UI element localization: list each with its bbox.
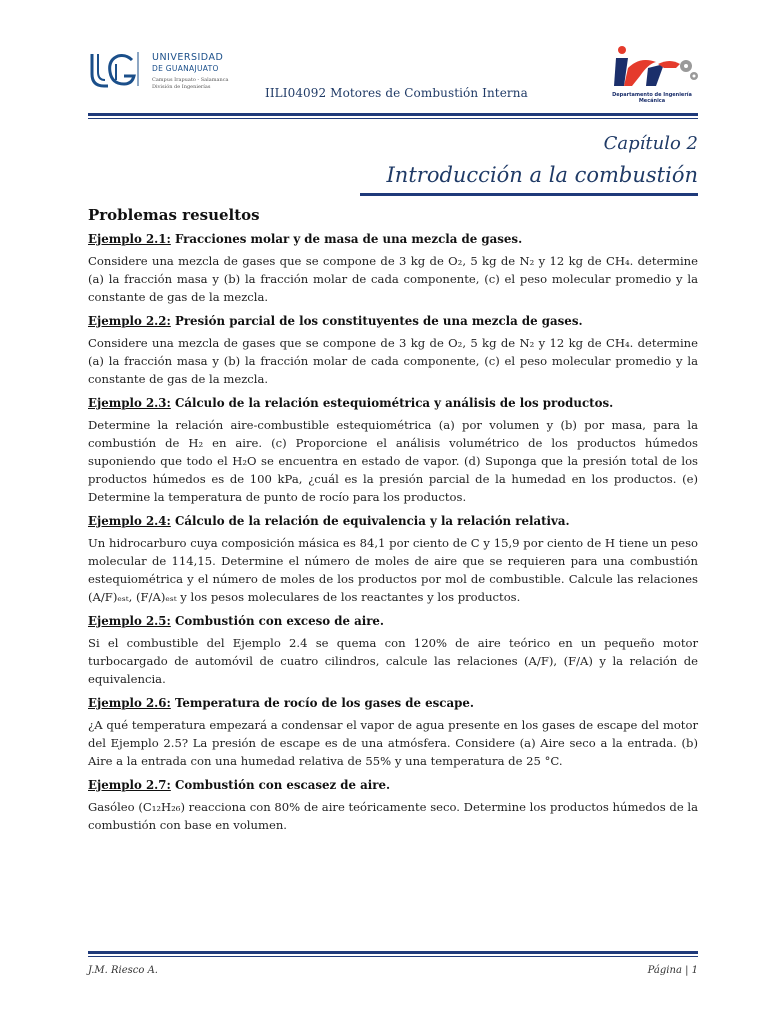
- example-title: Fracciones molar y de masa de una mezcla de gases.: [170, 232, 523, 246]
- department-logo: [600, 42, 704, 104]
- university-logo: [88, 44, 238, 100]
- main-content: [88, 204, 698, 840]
- example-heading: [88, 394, 698, 412]
- footer-rule-thin: [88, 956, 698, 957]
- example-label: Ejemplo 2.1:: [88, 232, 171, 246]
- example-heading: [88, 776, 698, 794]
- chapter-title: Introducción a la combustión: [386, 163, 698, 187]
- example-text: Si el combustible del Ejemplo 2.4 se quema con 120% de aire teórico en un pequeño motor turbocargado de automóvil de cuatro cilindros, calcule las relaciones (A/F), (F/A) y la relación de equivalencia.: [88, 636, 698, 686]
- example-block: [88, 776, 698, 834]
- gear-logo-icon: [600, 42, 704, 94]
- example-label: Ejemplo 2.2:: [88, 314, 171, 328]
- example-text: Considere una mezcla de gases que se compone de 3 kg de O₂, 5 kg de N₂ y 12 kg de CH₄. determine (a) la fracción masa y (b) la fracción molar de cada componente, (c) el peso molecular promedio y la constante de gas de la mezcla.: [88, 336, 698, 386]
- example-text: Determine la relación aire-combustible estequiométrica (a) por volumen y (b) por masa, para la combustión de H₂ en aire. (c) Proporcione el análisis volumétrico de los productos húmedos suponiendo que todo el H₂O se encuentra en estado de vapor. (d) Suponga que la presión total de los productos húmedos es de 100 kPa, ¿cuál es la presión parcial de la humedad en los productos. (e) Determine la temperatura de punto de rocío para los productos.: [88, 418, 698, 504]
- university-line1: UNIVERSIDAD: [152, 52, 224, 63]
- section-title: Problemas resueltos: [88, 206, 260, 224]
- example-heading: [88, 230, 698, 248]
- chapter-rule: [360, 193, 698, 196]
- chapter-number: Capítulo 2: [603, 133, 698, 154]
- page-number: Página | 1: [647, 965, 698, 976]
- example-heading: [88, 512, 698, 530]
- example-title: Combustión con exceso de aire.: [170, 614, 385, 628]
- example-label: Ejemplo 2.3:: [88, 396, 171, 410]
- example-block: [88, 694, 698, 770]
- university-line2: DE GUANAJUATO: [152, 64, 219, 73]
- example-label: Ejemplo 2.6:: [88, 696, 171, 710]
- header-rule: [88, 113, 698, 116]
- example-block: [88, 230, 698, 306]
- example-block: [88, 612, 698, 688]
- example-text: Gasóleo (C₁₂H₂₆) reacciona con 80% de aire teóricamente seco. Determine los productos húmedos de la combustión con base en volumen.: [88, 800, 698, 832]
- example-heading: [88, 612, 698, 630]
- footer-rule: [88, 951, 698, 954]
- example-heading: [88, 694, 698, 712]
- example-text: Un hidrocarburo cuya composición másica es 84,1 por ciento de C y 15,9 por ciento de H tiene un peso molecular de 114,15. Determine el número de moles de aire que se requieren para una combustión estequiométrica y el número de moles de los productos por mol de combustible. Calcule las relaciones (A/F)ₑₛₜ, (F/A)ₑₛₜ y los pesos moleculares de los reactantes y los productos.: [88, 536, 698, 604]
- example-title: Cálculo de la relación estequiométrica y análisis de los productos.: [170, 396, 614, 410]
- footer-author: J.M. Riesco A.: [88, 965, 158, 976]
- page-header: [88, 40, 698, 110]
- example-heading: [88, 312, 698, 330]
- example-title: Temperatura de rocío de los gases de escape.: [170, 696, 474, 710]
- example-title: Combustión con escasez de aire.: [170, 778, 391, 792]
- department-caption: Departamento de Ingeniería Mecánica: [612, 92, 692, 104]
- example-label: Ejemplo 2.4:: [88, 514, 171, 528]
- example-title: Cálculo de la relación de equivalencia y la relación relativa.: [170, 514, 570, 528]
- campus-text: Campus Irapuato - Salamanca: [152, 77, 229, 83]
- ug-logo-icon: [88, 50, 146, 90]
- example-label: Ejemplo 2.5:: [88, 614, 171, 628]
- example-title: Presión parcial de los constituyentes de una mezcla de gases.: [170, 314, 583, 328]
- example-text: Considere una mezcla de gases que se compone de 3 kg de O₂, 5 kg de N₂ y 12 kg de CH₄. determine (a) la fracción masa y (b) la fracción molar de cada componente, (c) el peso molecular promedio y la constante de gas de la mezcla.: [88, 254, 698, 304]
- example-block: [88, 512, 698, 606]
- course-title: IILI04092 Motores de Combustión Interna: [265, 86, 528, 100]
- university-name: [152, 52, 244, 91]
- example-block: [88, 394, 698, 506]
- header-rule-thin: [88, 118, 698, 119]
- example-label: Ejemplo 2.7:: [88, 778, 171, 792]
- chapter-heading: [387, 131, 698, 190]
- division-text: División de Ingenierías: [152, 84, 211, 90]
- example-block: [88, 312, 698, 388]
- example-text: ¿A qué temperatura empezará a condensar el vapor de agua presente en los gases de escape del motor del Ejemplo 2.5? La presión de escape es de una atmósfera. Considere (a) Aire seco a la entrada. (b) Aire a la entrada con una humedad relativa de 55% y una temperatura de 25 °C.: [88, 718, 698, 768]
